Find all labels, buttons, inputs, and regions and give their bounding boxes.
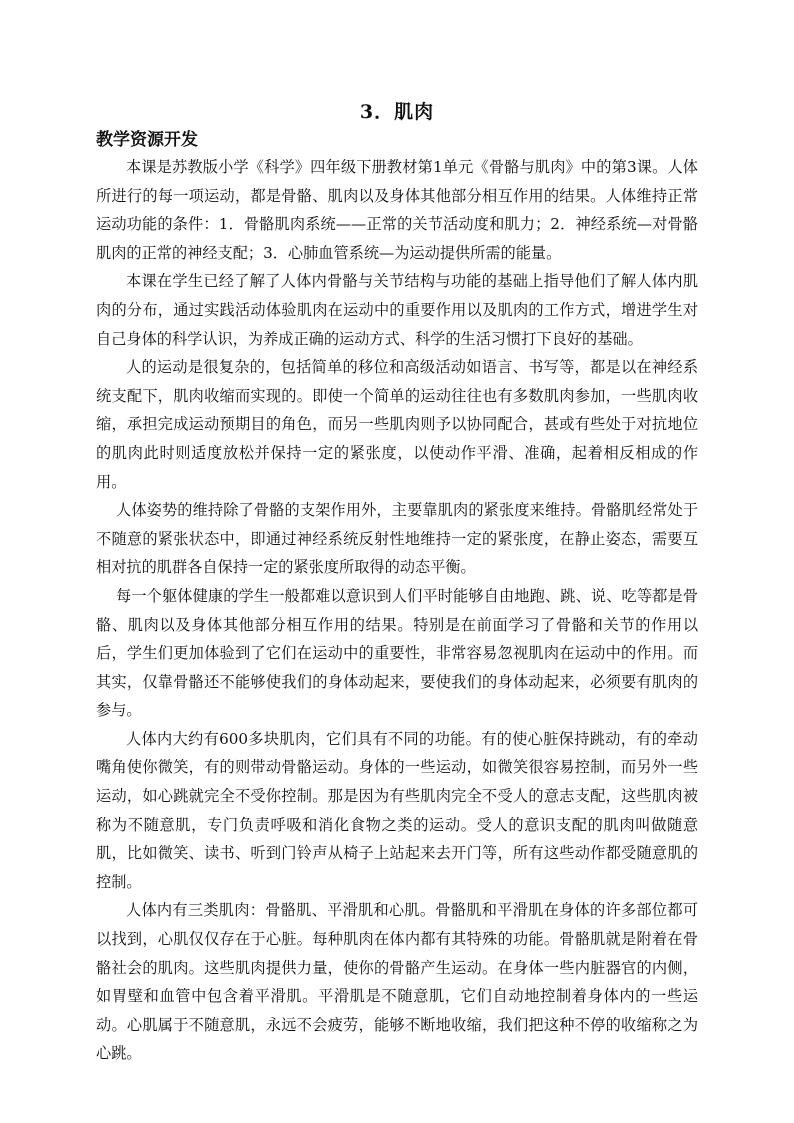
paragraph-student-awareness: 每一个躯体健康的学生一般都难以意识到人们平时能够自由地跑、跳、说、吃等都是骨骼、肌肉以及身体其他部分相互作用的结果。特别是在前面学习了骨骼和关节的作用以后，学生们更加体验到了它们在运动中的重要性，非常容易忽视肌肉在运动中的作用。而其实，仅靠骨骼还不能够使我们的身体动起来，要使我们的身体动起来，必须要有肌肉的参与。 — [96, 586, 698, 720]
paragraph-muscle-functions: 人体内大约有600多块肌肉，它们具有不同的功能。有的使心脏保持跳动，有的牵动嘴角使你微笑，有的则带动骨骼运动。身体的一些运动，如微笑很容易控制，而另外一些运动，如心跳就完全不受你控制。那是因为有些肌肉完全不受人的意志支配，这些肌肉被称为不随意肌，专门负责呼吸和消化食物之类的运动。受人的意识支配的肌肉叫做随意肌，比如微笑、读书、听到门铃声从椅子上站起来去开门等，所有这些动作都受随意肌的控制。 — [96, 729, 698, 891]
page-title: 3．肌肉 — [359, 101, 435, 123]
paragraph-movement-complexity: 人的运动是很复杂的，包括简单的移位和高级活动如语言、书写等，都是以在神经系统支配下，肌肉收缩而实现的。即使一个简单的运动往往也有多数肌肉参加，一些肌肉收缩，承担完成运动预期目的角色，而另一些肌肉则予以协同配合，甚或有些处于对抗地位的肌肉此时则适度放松并保持一定的紧张度，以使动作平滑、准确，起着相反相成的作用。 — [96, 358, 698, 491]
paragraph-course-goals: 本课在学生已经了解了人体内骨骼与关节结构与功能的基础上指导他们了解人体内肌肉的分布，通过实践活动体验肌肉在运动中的重要作用以及肌肉的工作方式，增进学生对自己身体的科学认识，为养成正确的运动方式、科学的生活习惯打下良好的基础。 — [96, 272, 698, 348]
section-heading: 教学资源开发 — [96, 130, 198, 150]
paragraph-course-intro: 本课是苏教版小学《科学》四年级下册教材第1单元《骨骼与肌肉》中的第3课。人体所进行的每一项运动，都是骨骼、肌肉以及身体其他部分相互作用的结果。人体维持正常运动功能的条件：1．骨骼肌肉系统——正常的关节活动度和肌力；2．神经系统—对骨骼肌肉的正常的神经支配；3．心肺血管系统—为运动提供所需的能量。 — [96, 158, 698, 262]
document-body — [96, 153, 698, 1068]
paragraph-muscle-types: 人体内有三类肌肉：骨骼肌、平滑肌和心肌。骨骼肌和平滑肌在身体的许多部位都可以找到，心肌仅仅存在于心脏。每种肌肉在体内都有其特殊的功能。骨骼肌就是附着在骨骼社会的肌肉。这些肌肉提供力量，使你的骨骼产生运动。在身体一些内脏器官的内侧，如胃壁和血管中包含着平滑肌。平滑肌是不随意肌，它们自动地控制着身体内的一些运动。心肌属于不随意肌，永远不会疲劳，能够不断地收缩，我们把这种不停的收缩称之为心跳。 — [96, 901, 698, 1063]
paragraph-posture: 人体姿势的维持除了骨骼的支架作用外，主要靠肌肉的紧张度来维持。骨骼肌经常处于不随意的紧张状态中，即通过神经系统反射性地维持一定的紧张度，在静止姿态，需要互相对抗的肌群各自保持一定的紧张度所取得的动态平衡。 — [96, 501, 698, 577]
